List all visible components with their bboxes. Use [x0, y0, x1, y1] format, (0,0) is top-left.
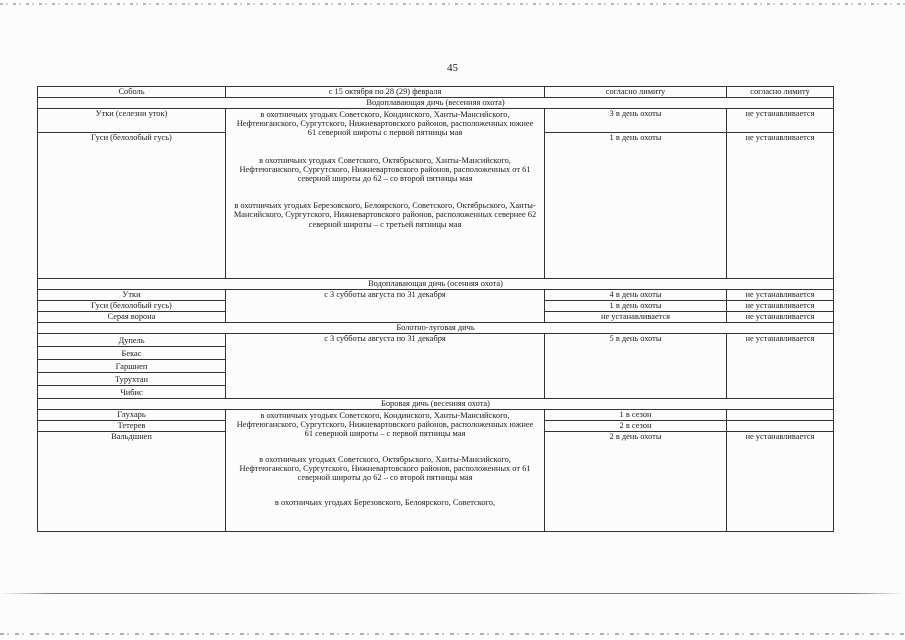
- limit-cell: не устанавливается: [727, 312, 834, 323]
- limit-cell: не устанавливается: [727, 301, 834, 312]
- page-bottom-rule: [0, 593, 905, 594]
- norm-cell: не устанавливается: [545, 312, 727, 323]
- species-cell: Серая ворона: [38, 312, 226, 323]
- norm-cell: 1 в день охоты: [545, 133, 727, 279]
- norm-cell: 2 в сезон: [545, 421, 727, 432]
- section-header-row: [38, 98, 834, 109]
- species-cell: Тетерев: [38, 421, 226, 432]
- species-cell: Соболь: [38, 87, 226, 98]
- species-cell: Гуси (белолобый гусь): [38, 301, 226, 312]
- norm-cell: 5 в день охоты: [545, 334, 727, 399]
- species-cell: Бекас: [38, 347, 226, 360]
- norm-cell: 1 в сезон: [545, 410, 727, 421]
- table-row: [38, 334, 834, 347]
- species-cell: Глухарь: [38, 410, 226, 421]
- limit-cell: [727, 421, 834, 432]
- norm-cell: 2 в день охоты: [545, 432, 727, 532]
- species-cell: Вальдшнеп: [38, 432, 226, 532]
- section-title: Водоплавающая дичь (осенняя охота): [38, 279, 834, 290]
- limit-cell: не устанавливается: [727, 290, 834, 301]
- period-cell: [226, 410, 545, 532]
- period-paragraph: в охотничьих угодьях Советского, Кондинского, Ханты-Мансийского, Нефтеюганского, Сургутского, Нижневартовского районов, расположенных южнее 61 северной широты с первой пятницы мая: [236, 110, 534, 138]
- section-header-row: [38, 279, 834, 290]
- species-cell: Гаршнеп: [38, 360, 226, 373]
- scan-noise-bottom: [0, 633, 905, 635]
- limit-cell: согласно лимиту: [727, 87, 834, 98]
- norm-cell: 4 в день охоты: [545, 290, 727, 301]
- section-title: Водоплавающая дичь (весенняя охота): [38, 98, 834, 109]
- species-cell: Утки: [38, 290, 226, 301]
- limit-cell: не устанавливается: [727, 334, 834, 399]
- period-cell: с 3 субботы августа по 31 декабря: [226, 290, 545, 323]
- section-title: Болотно-луговая дичь: [38, 323, 834, 334]
- period-cell: с 15 октября по 28 (29) февраля: [226, 87, 545, 98]
- period-paragraph: в охотничьих угодьях Советского, Кондинского, Ханты-Мансийского, Нефтеюганского, Сургутского, Нижневартовского районов, расположенных южнее 61 северной широты – с первой пятницы мая: [236, 411, 534, 439]
- period-cell: [226, 109, 545, 279]
- table-row: [38, 290, 834, 301]
- limit-cell: не устанавливается: [727, 109, 834, 133]
- table-row: [38, 410, 834, 421]
- period-paragraph: в охотничьих угодьях Березовского, Белоярского, Советского,: [274, 498, 496, 508]
- table-row: [38, 87, 834, 98]
- section-header-row: [38, 399, 834, 410]
- limit-cell: [727, 410, 834, 421]
- period-cell: с 3 субботы августа по 31 декабря: [226, 334, 545, 399]
- scan-noise-top: [0, 3, 905, 5]
- section-header-row: [38, 323, 834, 334]
- hunting-norms-table: [37, 86, 834, 532]
- norm-cell: 3 в день охоты: [545, 109, 727, 133]
- norm-cell: 1 в день охоты: [545, 301, 727, 312]
- table-row: [38, 109, 834, 133]
- period-paragraph: в охотничьих угодьях Советского, Октябрьского, Ханты-Мансийского, Нефтеюганского, Сургутского, Нижневартовского районов, расположенных от 61 северной широты до 62 – со второй пятницы мая: [239, 454, 531, 483]
- species-cell: Гуси (белолобый гусь): [38, 133, 226, 279]
- page-number: 45: [447, 62, 458, 74]
- limit-cell: не устанавливается: [727, 432, 834, 532]
- species-cell: Чибис: [38, 386, 226, 399]
- limit-cell: не устанавливается: [727, 133, 834, 279]
- section-title: Боровая дичь (весенняя охота): [38, 399, 834, 410]
- period-paragraph: в охотничьих угодьях Советского, Октябрьского, Ханты-Мансийского, Нефтеюганского, Сургутского, Нижневартовского районов, расположенных от 61 северной широты до 62 – со второй пятницы мая: [239, 155, 531, 184]
- period-paragraph: в охотничьих угодьях Березовского, Белоярского, Советского, Октябрьского, Ханты-Мансийского, Сургутского, Нижневартовского районов, расположенных севернее 62 северной широты – с третьей пятницы мая: [233, 201, 537, 229]
- species-cell: Утки (селезни уток): [38, 109, 226, 133]
- norm-cell: согласно лимиту: [545, 87, 727, 98]
- species-cell: Дупель: [38, 334, 226, 347]
- species-cell: Турухтан: [38, 373, 226, 386]
